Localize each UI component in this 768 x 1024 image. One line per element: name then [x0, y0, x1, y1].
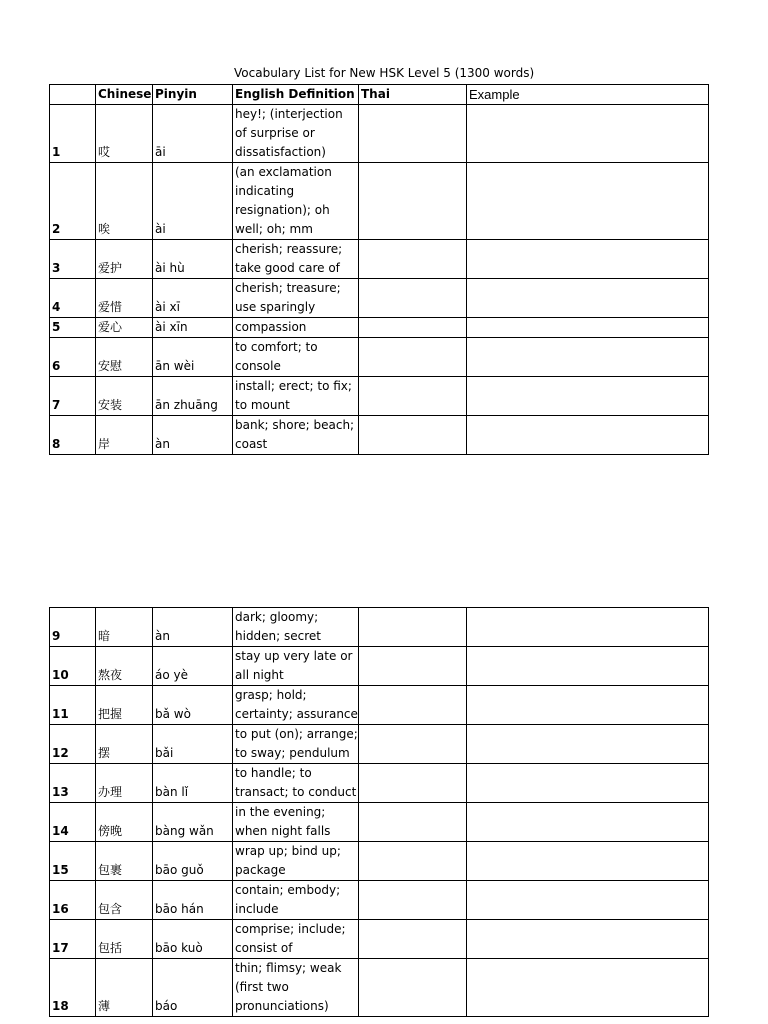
cell-number: 5	[50, 318, 96, 338]
cell-example	[467, 163, 709, 240]
table-row	[50, 377, 709, 416]
cell-english-definition: stay up very late or all night	[233, 647, 359, 686]
cell-thai	[359, 416, 467, 455]
cell-thai	[359, 803, 467, 842]
cell-number: 3	[50, 240, 96, 279]
cell-thai	[359, 105, 467, 163]
cell-number: 1	[50, 105, 96, 163]
cell-thai	[359, 920, 467, 959]
cell-number: 12	[50, 725, 96, 764]
vocabulary-table-part-1	[49, 84, 709, 455]
cell-number: 6	[50, 338, 96, 377]
cell-english-definition: (an exclamation indicating resignation); oh well; oh; mm	[233, 163, 359, 240]
cell-chinese: 包括	[96, 920, 153, 959]
cell-chinese: 熬夜	[96, 647, 153, 686]
cell-pinyin: bāo guǒ	[153, 842, 233, 881]
cell-number: 18	[50, 959, 96, 1017]
header-example: Example	[467, 85, 709, 105]
table-row	[50, 881, 709, 920]
cell-chinese: 办理	[96, 764, 153, 803]
cell-example	[467, 842, 709, 881]
cell-chinese: 爱护	[96, 240, 153, 279]
cell-chinese: 唉	[96, 163, 153, 240]
cell-pinyin: bāo kuò	[153, 920, 233, 959]
table-row	[50, 338, 709, 377]
cell-english-definition: compassion	[233, 318, 359, 338]
table-row	[50, 416, 709, 455]
cell-number: 17	[50, 920, 96, 959]
cell-thai	[359, 377, 467, 416]
cell-english-definition: bank; shore; beach; coast	[233, 416, 359, 455]
cell-english-definition: in the evening; when night falls	[233, 803, 359, 842]
cell-chinese: 包裹	[96, 842, 153, 881]
cell-thai	[359, 881, 467, 920]
cell-number: 7	[50, 377, 96, 416]
cell-english-definition: hey!; (interjection of surprise or dissatisfaction)	[233, 105, 359, 163]
cell-chinese: 薄	[96, 959, 153, 1017]
cell-english-definition: comprise; include; consist of	[233, 920, 359, 959]
cell-thai	[359, 764, 467, 803]
vocabulary-table-part-2	[49, 607, 709, 1017]
cell-example	[467, 105, 709, 163]
header-english-definition: English Definition	[233, 85, 359, 105]
table-row	[50, 686, 709, 725]
cell-number: 11	[50, 686, 96, 725]
cell-pinyin: ài hù	[153, 240, 233, 279]
cell-example	[467, 647, 709, 686]
cell-example	[467, 338, 709, 377]
table-header-row	[50, 85, 709, 105]
document-title: Vocabulary List for New HSK Level 5 (1300 words)	[234, 66, 535, 80]
cell-number: 4	[50, 279, 96, 318]
cell-english-definition: to comfort; to console	[233, 338, 359, 377]
cell-pinyin: àn	[153, 416, 233, 455]
cell-chinese: 安装	[96, 377, 153, 416]
cell-english-definition: to handle; to transact; to conduct	[233, 764, 359, 803]
cell-thai	[359, 608, 467, 647]
cell-thai	[359, 163, 467, 240]
cell-pinyin: ān wèi	[153, 338, 233, 377]
table-row	[50, 725, 709, 764]
cell-chinese: 暗	[96, 608, 153, 647]
cell-thai	[359, 647, 467, 686]
cell-pinyin: àn	[153, 608, 233, 647]
cell-example	[467, 608, 709, 647]
cell-thai	[359, 959, 467, 1017]
cell-chinese: 把握	[96, 686, 153, 725]
cell-example	[467, 377, 709, 416]
cell-chinese: 哎	[96, 105, 153, 163]
cell-pinyin: ān zhuāng	[153, 377, 233, 416]
cell-pinyin: āi	[153, 105, 233, 163]
header-number	[50, 85, 96, 105]
cell-thai	[359, 842, 467, 881]
cell-thai	[359, 240, 467, 279]
cell-example	[467, 240, 709, 279]
table-row	[50, 279, 709, 318]
table-row	[50, 842, 709, 881]
cell-thai	[359, 725, 467, 764]
cell-pinyin: báo	[153, 959, 233, 1017]
cell-pinyin: ài xī	[153, 279, 233, 318]
cell-pinyin: ài xīn	[153, 318, 233, 338]
header-chinese: Chinese	[96, 85, 153, 105]
table-row	[50, 608, 709, 647]
cell-chinese: 爱心	[96, 318, 153, 338]
cell-english-definition: thin; flimsy; weak (first two pronunciations)	[233, 959, 359, 1017]
table-row	[50, 959, 709, 1017]
cell-english-definition: to put (on); arrange; to sway; pendulum	[233, 725, 359, 764]
cell-english-definition: contain; embody; include	[233, 881, 359, 920]
cell-english-definition: dark; gloomy; hidden; secret	[233, 608, 359, 647]
cell-number: 13	[50, 764, 96, 803]
cell-chinese: 爱惜	[96, 279, 153, 318]
table-row	[50, 803, 709, 842]
cell-chinese: 安慰	[96, 338, 153, 377]
cell-example	[467, 279, 709, 318]
cell-number: 9	[50, 608, 96, 647]
cell-english-definition: cherish; reassure; take good care of	[233, 240, 359, 279]
table-body-part-1	[50, 105, 709, 455]
cell-number: 10	[50, 647, 96, 686]
cell-english-definition: cherish; treasure; use sparingly	[233, 279, 359, 318]
cell-example	[467, 416, 709, 455]
table-row	[50, 764, 709, 803]
cell-pinyin: ài	[153, 163, 233, 240]
cell-chinese: 岸	[96, 416, 153, 455]
cell-pinyin: bǎ wò	[153, 686, 233, 725]
cell-number: 14	[50, 803, 96, 842]
table-row	[50, 240, 709, 279]
cell-example	[467, 959, 709, 1017]
cell-number: 2	[50, 163, 96, 240]
header-thai: Thai	[359, 85, 467, 105]
table-row	[50, 105, 709, 163]
cell-pinyin: áo yè	[153, 647, 233, 686]
cell-number: 15	[50, 842, 96, 881]
cell-pinyin: bǎi	[153, 725, 233, 764]
cell-example	[467, 920, 709, 959]
cell-english-definition: grasp; hold; certainty; assurance	[233, 686, 359, 725]
table-row	[50, 920, 709, 959]
cell-pinyin: bāo hán	[153, 881, 233, 920]
cell-chinese: 包含	[96, 881, 153, 920]
cell-pinyin: bàn lǐ	[153, 764, 233, 803]
cell-example	[467, 764, 709, 803]
cell-number: 16	[50, 881, 96, 920]
cell-pinyin: bàng wǎn	[153, 803, 233, 842]
cell-thai	[359, 318, 467, 338]
cell-example	[467, 881, 709, 920]
cell-thai	[359, 686, 467, 725]
cell-english-definition: wrap up; bind up; package	[233, 842, 359, 881]
table-row	[50, 318, 709, 338]
cell-english-definition: install; erect; to fix; to mount	[233, 377, 359, 416]
cell-thai	[359, 279, 467, 318]
table-body-part-2	[50, 608, 709, 1017]
cell-example	[467, 803, 709, 842]
header-pinyin: Pinyin	[153, 85, 233, 105]
cell-chinese: 傍晚	[96, 803, 153, 842]
cell-number: 8	[50, 416, 96, 455]
table-row	[50, 163, 709, 240]
cell-example	[467, 686, 709, 725]
cell-example	[467, 318, 709, 338]
cell-chinese: 摆	[96, 725, 153, 764]
table-row	[50, 647, 709, 686]
cell-thai	[359, 338, 467, 377]
cell-example	[467, 725, 709, 764]
